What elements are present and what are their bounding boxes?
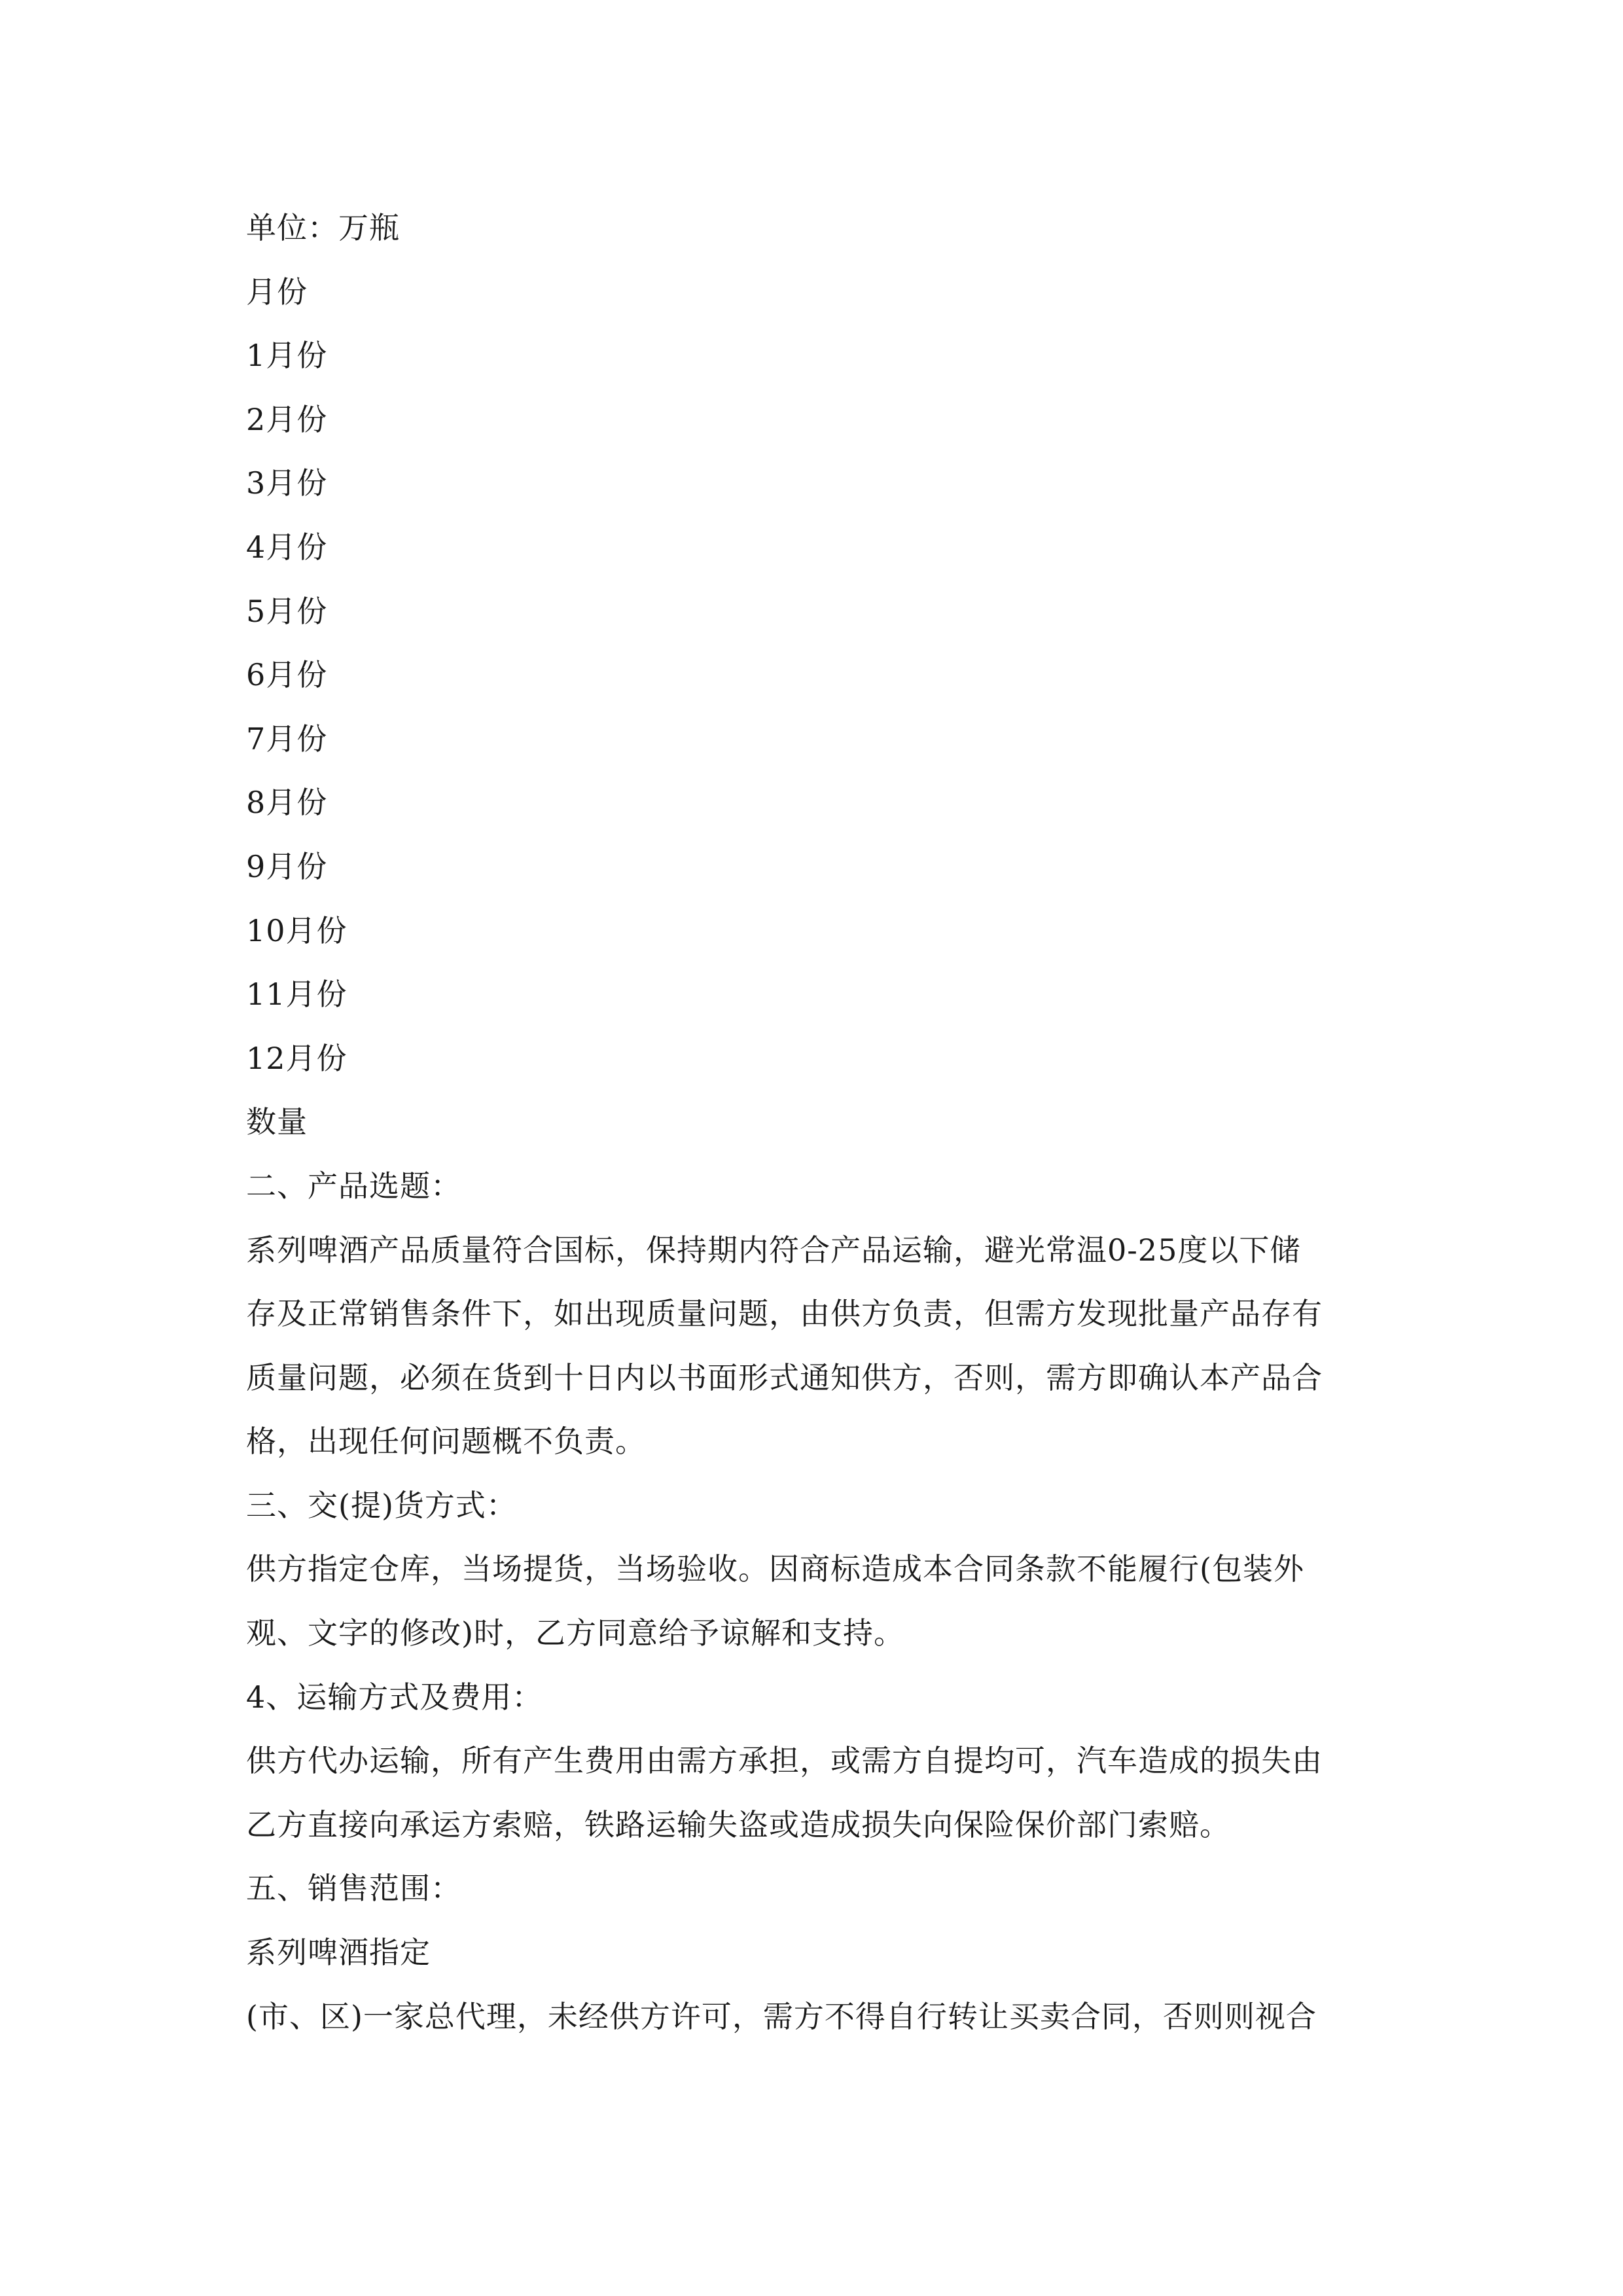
paragraph-line: 供方代办运输，所有产生费用由需方承担，或需方自提均可，汽车造成的损失由 <box>246 1743 1323 1779</box>
paragraph-line: 乙方直接向承运方索赔，铁路运输失盗或造成损失向保险保价部门索赔。 <box>246 1806 1230 1842</box>
month-item: 9月份 <box>246 848 328 884</box>
section-heading: 三、交(提)货方式： <box>246 1487 517 1523</box>
section-heading: 二、产品选题： <box>246 1168 461 1204</box>
paragraph-line: 观、文字的修改)时，乙方同意给予谅解和支持。 <box>246 1615 904 1651</box>
month-item: 10月份 <box>246 912 348 948</box>
month-item: 7月份 <box>246 721 328 757</box>
section-paragraph <box>246 1537 1385 1665</box>
paragraph-line: 系列啤酒产品质量符合国标，保持期内符合产品运输，避光常温0-25度以下储 <box>246 1232 1301 1268</box>
section-heading: 4、运输方式及费用： <box>246 1679 543 1715</box>
section-paragraph <box>246 1729 1385 1857</box>
unit-line: 单位：万瓶 <box>246 210 400 245</box>
paragraph-line: 供方指定仓库，当场提货，当场验收。因商标造成本合同条款不能履行(包装外 <box>246 1551 1304 1587</box>
month-item: 2月份 <box>246 401 328 437</box>
month-item: 8月份 <box>246 785 328 821</box>
month-item: 5月份 <box>246 593 328 629</box>
section-paragraph <box>246 1219 1385 1474</box>
section-paragraph <box>246 1921 1385 2049</box>
paragraph-line: 系列啤酒指定 <box>246 1935 431 1971</box>
paragraph-line: 质量问题，必须在货到十日内以书面形式通知供方，否则，需方即确认本产品合 <box>246 1359 1323 1395</box>
month-item: 6月份 <box>246 657 328 693</box>
section-heading: 五、销售范围： <box>246 1871 461 1907</box>
month-item: 4月份 <box>246 529 328 565</box>
month-item: 11月份 <box>246 977 348 1013</box>
paragraph-line: (市、区)一家总代理，未经供方许可，需方不得自行转让买卖合同，否则则视合 <box>246 1998 1317 2034</box>
month-item: 12月份 <box>246 1040 348 1076</box>
paragraph-line: 存及正常销售条件下，如出现质量问题，由供方负责，但需方发现批量产品存有 <box>246 1296 1323 1332</box>
document-page <box>246 196 1385 2049</box>
month-item: 3月份 <box>246 465 328 501</box>
month-item: 1月份 <box>246 338 328 374</box>
quantity-header: 数量 <box>246 1104 308 1140</box>
paragraph-line: 格，出现任何问题概不负责。 <box>246 1424 646 1460</box>
month-header: 月份 <box>246 274 308 310</box>
